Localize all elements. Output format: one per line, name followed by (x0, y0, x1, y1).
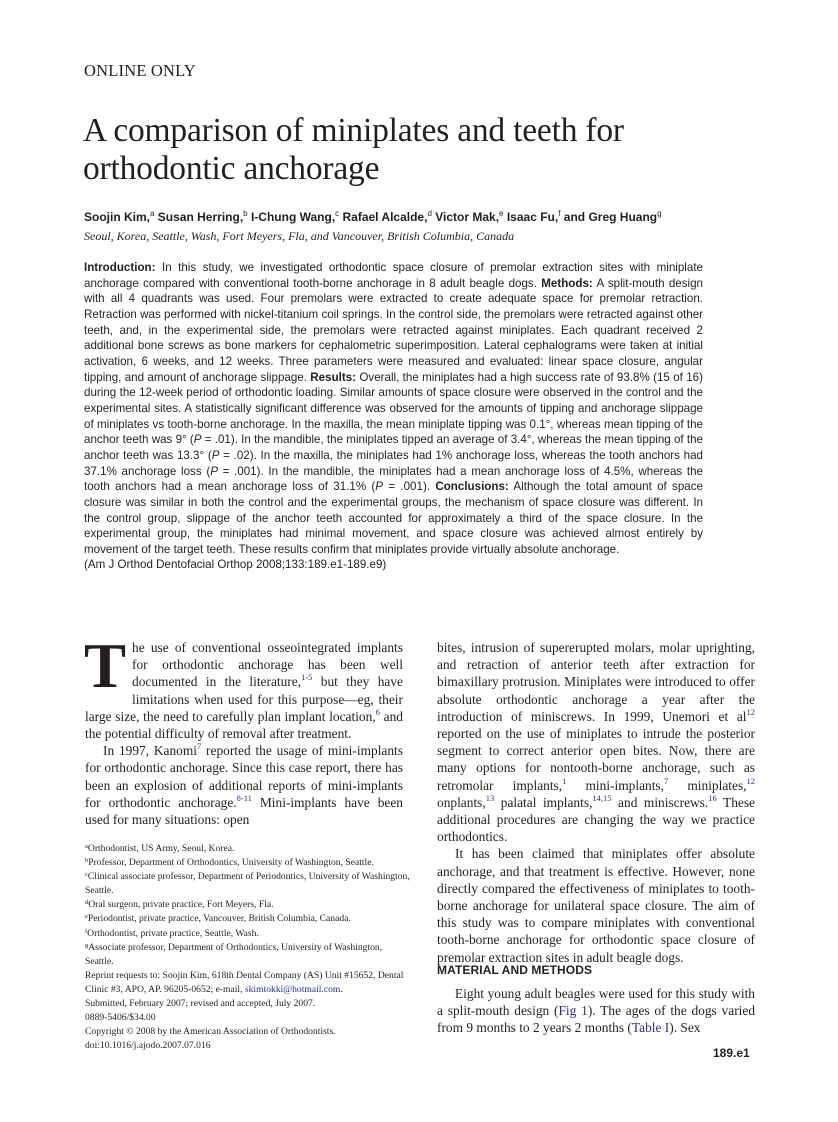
affiliation-line: Seoul, Korea, Seattle, Wash, Fort Meyers, Fla, and Vancouver, British Columbia, Canada (84, 229, 515, 243)
paragraph: In 1997, Kanomi$^7$ reported the usage of mini-implants for orthodontic anchorage. Since this case report, there has been an explosion of additional reports of mini-implants for orthodontic anchorage.$^{8-11}$ Mini-implants have been used for many situations: open (85, 741, 403, 828)
reprint-requests: Reprint requests to: Soojin Kim, 618th Dental Company (AS) Unit #15652, Dental Clinic #3, APO, AP. 96205-0652; e-mail, skimtokki@hotmail.com. (85, 969, 404, 995)
reference-link[interactable]: 1-5 (301, 672, 313, 683)
reference-link[interactable]: 12 (746, 706, 755, 717)
paragraph: The use of conventional osseointegrated implants for orthodontic anchorage has been well documented in the literature,$^{1-5}$ but they have limitations when used for this purpose—eg, their large size, the need to carefully plan implant location,$^6$ and the potential difficulty of removal after treatment. (84, 631, 403, 742)
price-code: 0889-5406/$34.00 (85, 1012, 156, 1024)
author: Rafael Alcalde, (342, 210, 428, 224)
article-title: A comparison of miniplates and teeth for orthodontic anchorage (83, 112, 624, 187)
paragraph: It has been claimed that miniplates offer absolute anchorage, and that treatment is effective. However, none directly compared the effectiveness of miniplates to tooth-borne anchorage for unilateral space closure. The aim of this study was to compare miniplates with conventional tooth-borne anchorage for orthodontic space closure of premolar extraction sites in adult beagle dogs. (437, 846, 755, 965)
author: Susan Herring, (157, 210, 244, 224)
abstract-citation: (Am J Orthod Dentofacial Orthop 2008;133:189.e1-189.e9) (84, 558, 387, 572)
abstract-label-introduction: Introduction: (84, 261, 156, 274)
author: Soojin Kim, (84, 210, 150, 224)
email-link[interactable]: skimtokki@hotmail.com (244, 983, 341, 995)
footnote: $^e$Periodontist, private practice, Vancouver, British Columbia, Canada. (85, 913, 351, 925)
reference-link[interactable]: 13 (485, 792, 495, 803)
abstract-label-results: Results: (310, 370, 357, 384)
submission-dates: Submitted, February 2007; revised and accepted, July 2007. (85, 998, 316, 1010)
table-link[interactable]: Table I (631, 1020, 670, 1036)
reference-link[interactable]: 14,15 (592, 792, 612, 803)
body-column-right (437, 639, 755, 966)
abstract-label-conclusions: Conclusions: (435, 480, 509, 494)
reference-link[interactable]: 16 (708, 792, 717, 803)
footnotes (85, 842, 410, 1053)
copyright: Copyright © 2008 by the American Association of Orthodontists. (85, 1026, 336, 1038)
page-number: 189.e1 (713, 1046, 750, 1060)
running-head: ONLINE ONLY (84, 61, 196, 80)
section-heading: MATERIAL AND METHODS (437, 963, 593, 977)
methods-paragraph: Eight young adult beagles were used for this study with a split-mouth design (Fig 1). The ages of the dogs varied from 9 months to 2 years 2 months (Table I). Sex (437, 986, 756, 1036)
doi: doi:10.1016/j.ajodo.2007.07.016 (85, 1040, 211, 1052)
footnote: $^d$Oral surgeon, private practice, Fort Meyers, Fla. (85, 899, 274, 911)
reference-link[interactable]: 6 (375, 706, 380, 717)
author: Isaac Fu, (506, 210, 559, 224)
drop-cap: T (84, 631, 127, 701)
abstract: Introduction: In this study, we investigated orthodontic space closure of premolar extraction sites with miniplate anchorage compared with conventional tooth-borne anchorage in 8 adult beagle dogs. Methods: A split-mouth design with all 4 quadrants was used. Four premolars were extracted to create adequate space for premolar retraction. Retraction was performed with nickel-titanium coil springs. In the control side, the premolars were retracted against other teeth, and, in the experimental side, the premolars were retracted against miniplates. Each quadrant received 2 additional bone screws as bone markers for cephalometric superimposition. Lateral cephalograms were taken at initial activation, 6 weeks, and 12 weeks. Three parameters were measured and evaluated: linear space closure, angular tipping, and amount of anchorage slippage. Results: Overall, the miniplates had a high success rate of 93.8% (15 of 16) during the 12-week period of orthodontic loading. Similar amounts of space closure were observed in the control and the experimental sites. A statistically significant difference was observed for the amounts of tipping and anchorage slippage of miniplates vs tooth-borne anchorage. In the maxilla, the mean miniplate tipping was 0.1°, whereas mean tipping of the anchor teeth was 9° (P = .01). In the mandible, the miniplates tipped an average of 3.4°, whereas the mean tipping of the anchor teeth was 13.3° (P = .02). In the maxilla, the miniplates had 1% anchorage loss, whereas the tooth anchors had 37.1% anchorage loss (P = .001). In the mandible, the miniplates had a mean anchorage loss of 4.5%, whereas the tooth anchors had a mean anchorage loss of 31.1% (P = .001). Conclusions: Although the total amount of space closure was similar in both the control and the experimental groups, the mechanism of space closure was different. In the control group, slippage of the anchor teeth accounted for approximately a third of the space closure. In the experimental group, the miniplates had minimal movement, and space closure was achieved almost entirely by movement of the target teeth. These results confirm that miniplates provide virtually absolute anchorage. (Am J Orthod Dentofacial Orthop 2008;133:189.e1-189.e9) (84, 261, 704, 572)
author-list: Soojin Kim,$^a$ Susan Herring,$^b$ I-Chung Wang,$^c$ Rafael Alcalde,$^d$ Victor Mak,$^e$ Isaac Fu,$^f$ and Greg Huang$^g$ (84, 209, 662, 224)
footnote: $^c$Clinical associate professor, Department of Periodontics, University of Washington, Seattle. (85, 871, 410, 897)
paragraph: bites, intrusion of supererupted molars, molar uprighting, and retraction of anterior teeth after extraction for bimaxillary protrusion. Miniplates were introduced to offer absolute orthodontic anchorage a year after the introduction of miniscrews. In 1999, Unemori et al$^{12}$ reported on the use of miniplates to intrude the posterior segment to correct anterior open bites. Now, there are many options for nontooth-borne anchorage, such as retromolar implants,$^1$ mini-implants,$^7$ miniplates,$^{12}$ onplants,$^{13}$ palatal implants,$^{14,15}$ and miniscrews.$^{16}$ These additional procedures are changing the way we practice orthodontics. (437, 640, 755, 845)
author: Victor Mak, (435, 210, 500, 224)
body-column-left (84, 631, 403, 828)
footnote: $^b$Professor, Department of Orthodontics, University of Washington, Seattle. (85, 857, 374, 869)
author: I-Chung Wang, (250, 210, 336, 224)
footnote: $^f$Orthodontist, private practice, Seattle, Wash. (85, 927, 259, 939)
footnote: $^a$Orthodontist, US Army, Seoul, Korea. (85, 843, 235, 854)
footnote: $^g$Associate professor, Department of Orthodontics, University of Washington, Seattle. (85, 941, 383, 967)
reference-link[interactable]: 1 (562, 775, 567, 786)
reference-link[interactable]: 12 (746, 775, 755, 786)
author: and Greg Huang (563, 210, 658, 224)
abstract-label-methods: Methods: (541, 276, 593, 290)
reference-link[interactable]: 7 (197, 741, 202, 752)
reference-link[interactable]: 8-11 (236, 792, 252, 803)
figure-link[interactable]: Fig 1 (558, 1003, 588, 1019)
reference-link[interactable]: 7 (663, 775, 669, 786)
